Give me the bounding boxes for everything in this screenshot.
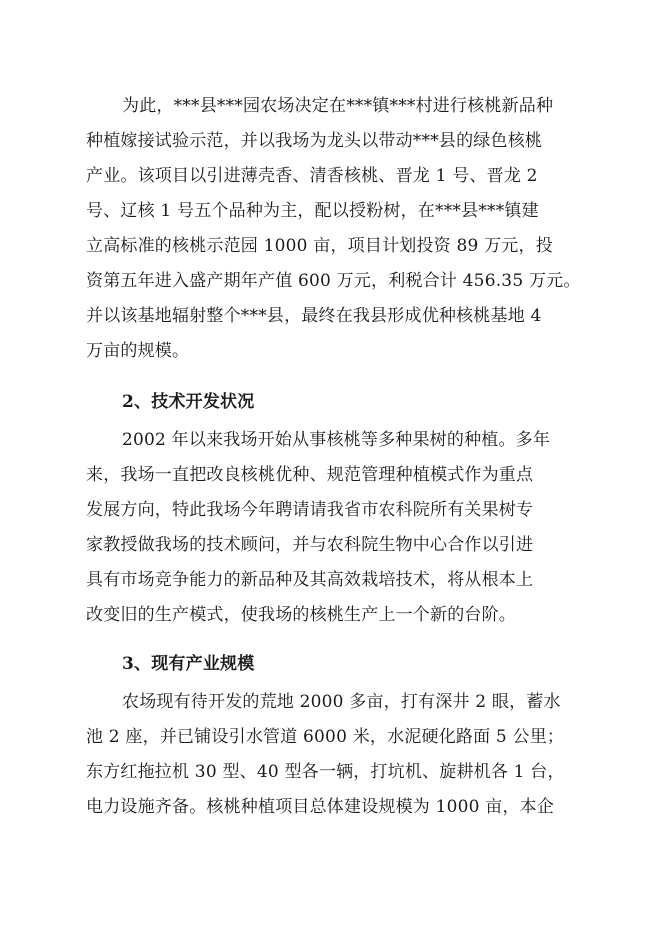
paragraph-line: 池 2 座，并已铺设引水管道 6000 米，水泥硬化路面 5 公里； — [86, 727, 565, 747]
paragraph-line: 立高标准的核桃示范园 1000 亩，项目计划投资 89 万元，投 — [86, 236, 553, 256]
paragraph-line: 家教授做我场的技术顾问，并与农科院生物中心合作以引进 — [86, 535, 534, 555]
section-heading-industry-scale: 3、现有产业规模 — [122, 654, 255, 674]
paragraph-line: 来，我场一直把改良核桃优种、规范管理种植模式作为重点 — [86, 465, 534, 485]
paragraph-line: 2002 年以来我场开始从事核桃等多种果树的种植。多年 — [122, 430, 551, 450]
paragraph-line: 发展方向，特此我场今年聘请请我省市农科院所有关果树专 — [86, 500, 534, 520]
paragraph-line: 万亩的规模。 — [86, 341, 190, 361]
paragraph-line: 并以该基地辐射整个***县，最终在我县形成优种核桃基地 4 — [86, 306, 542, 326]
paragraph-line: 种植嫁接试验示范，并以我场为龙头以带动***县的绿色核桃 — [86, 131, 543, 151]
paragraph-line: 资第五年进入盛产期年产值 600 万元，利税合计 456.35 万元。 — [86, 271, 581, 291]
paragraph-line: 具有市场竞争能力的新品种及其高效栽培技术，将从根本上 — [86, 570, 534, 590]
paragraph-line: 农场现有待开发的荒地 2000 多亩，打有深井 2 眼，蓄水 — [122, 692, 561, 712]
paragraph-line: 改变旧的生产模式，使我场的核桃生产上一个新的台阶。 — [86, 605, 516, 625]
paragraph-line: 东方红拖拉机 30 型、40 型各一辆，打坑机、旋耕机各 1 台， — [86, 762, 565, 782]
paragraph-line: 号、辽核 1 号五个品种为主，配以授粉树，在***县***镇建 — [86, 201, 539, 221]
section-heading-tech-development: 2、技术开发状况 — [122, 392, 255, 412]
paragraph-line: 电力设施齐备。核桃种植项目总体建设规模为 1000 亩，本企 — [86, 797, 555, 817]
paragraph-line: 为此，***县***园农场决定在***镇***村进行核桃新品种 — [122, 96, 554, 116]
paragraph-line: 产业。该项目以引进薄壳香、清香核桃、晋龙 1 号、晋龙 2 — [86, 166, 538, 186]
